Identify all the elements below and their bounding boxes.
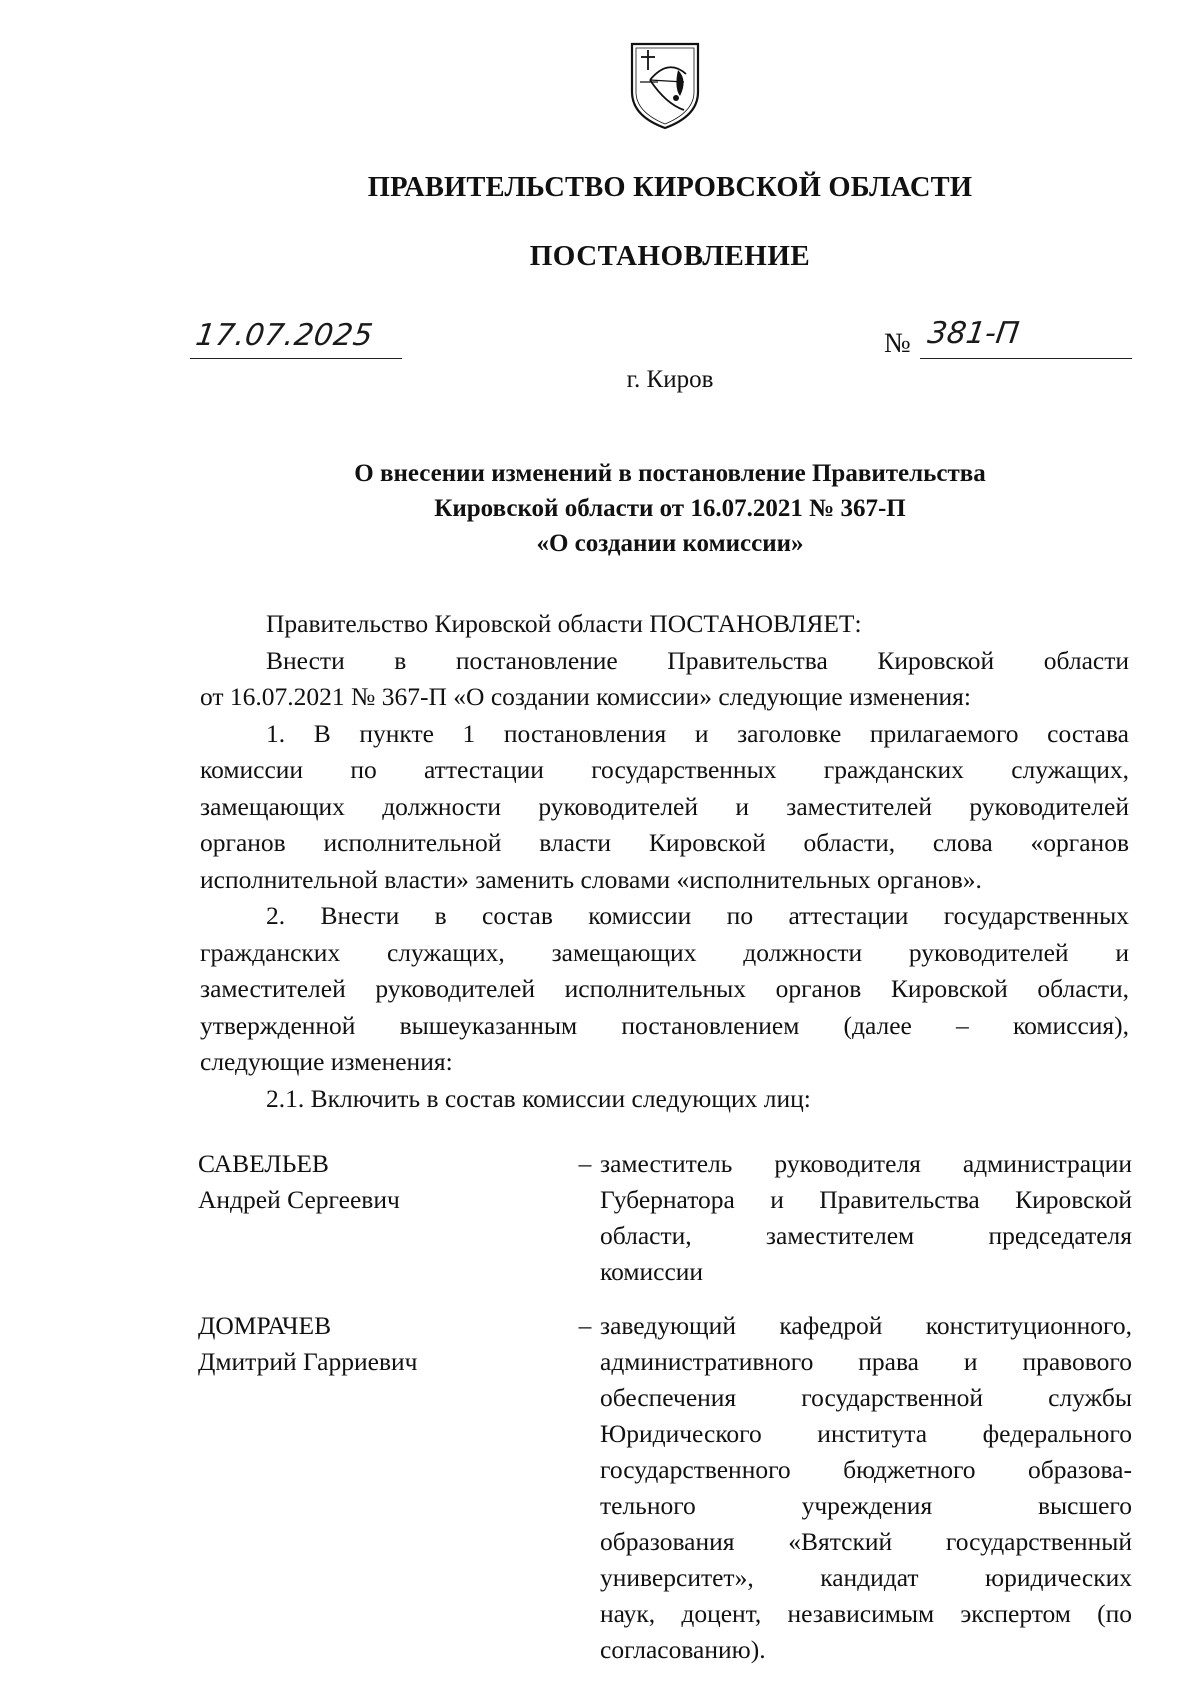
position-line: согласованию). bbox=[600, 1635, 766, 1664]
body-line: Правительство Кировской области ПОСТАНОВЛЯЕТ: bbox=[266, 609, 862, 638]
body-line: гражданских служащих, замещающих должности руководителей и bbox=[200, 937, 1129, 967]
document-date: 17.07.2025 bbox=[193, 318, 376, 353]
member-given-names: Дмитрий Гарриевич bbox=[198, 1347, 418, 1376]
body-line: Внести в постановление Правительства Кировской области bbox=[266, 645, 1129, 675]
body-line: 2. Внести в состав комиссии по аттестации государственных bbox=[266, 901, 1129, 930]
body-line: следующие изменения: bbox=[200, 1047, 453, 1076]
position-line: области, заместителем председателя bbox=[600, 1221, 1132, 1250]
position-line: Юридического института федерального bbox=[600, 1419, 1132, 1448]
member-name bbox=[198, 1146, 528, 1218]
subject-line: Кировской области от 16.07.2021 № 367-П bbox=[434, 495, 906, 522]
member-given-names: Андрей Сергеевич bbox=[198, 1185, 400, 1214]
position-line: наук, доцент, независимым экспертом (по bbox=[600, 1599, 1132, 1628]
member-dash: – bbox=[578, 1149, 592, 1178]
body-line: органов исполнительной власти Кировской области, слова «органов bbox=[200, 828, 1129, 857]
body-line: исполнительной власти» заменить словами «исполнительных органов». bbox=[200, 864, 982, 894]
body-line: комиссии по аттестации государственных гражданских служащих, bbox=[200, 755, 1129, 784]
document-type: ПОСТАНОВЛЕНИЕ bbox=[529, 240, 811, 272]
member-surname: САВЕЛЬЕВ bbox=[198, 1149, 329, 1178]
position-line: заведующий кафедрой конституционного, bbox=[600, 1311, 1132, 1340]
body-line: заместителей руководителей исполнительных органов Кировской области, bbox=[200, 974, 1129, 1003]
position-line: заместитель руководителя администрации bbox=[600, 1149, 1132, 1178]
number-sign: № bbox=[884, 328, 911, 359]
body-line: 1. В пункте 1 постановления и заголовке прилагаемого состава bbox=[266, 718, 1129, 748]
position-line: комиссии bbox=[600, 1257, 704, 1286]
subject-line: О внесении изменений в постановление Правительства bbox=[354, 460, 986, 487]
document-body bbox=[200, 606, 1129, 1117]
member-position bbox=[600, 1146, 1132, 1290]
body-line: замещающих должности руководителей и заместителей руководителей bbox=[200, 791, 1129, 821]
position-line: университет», кандидат юридических bbox=[600, 1563, 1132, 1592]
position-line: образования «Вятский государственный bbox=[600, 1527, 1132, 1556]
position-line: обеспечения государственной службы bbox=[600, 1383, 1132, 1412]
position-line: тельного учреждения высшего bbox=[600, 1491, 1132, 1520]
body-line: утвержденной вышеуказанным постановлением (далее – комиссия), bbox=[200, 1010, 1129, 1040]
body-line: от 16.07.2021 № 367-П «О создании комиссии» следующие изменения: bbox=[200, 682, 971, 711]
member-dash: – bbox=[578, 1311, 592, 1340]
member-surname: ДОМРАЧЕВ bbox=[198, 1311, 332, 1340]
position-line: Губернатора и Правительства Кировской bbox=[600, 1185, 1132, 1214]
member-position bbox=[600, 1308, 1132, 1668]
position-line: административного права и правового bbox=[600, 1347, 1132, 1376]
subject-line: «О создании комиссии» bbox=[536, 530, 804, 557]
position-line: государственного бюджетного образова- bbox=[600, 1455, 1132, 1484]
kirov-coat-of-arms-icon bbox=[628, 40, 702, 132]
city: г. Киров bbox=[626, 366, 714, 393]
document-number: 381-П bbox=[925, 316, 1022, 351]
date-underline bbox=[190, 358, 402, 359]
member-name bbox=[198, 1308, 528, 1380]
number-underline bbox=[920, 358, 1132, 359]
document-subject bbox=[0, 456, 1200, 561]
government-title: ПРАВИТЕЛЬСТВО КИРОВСКОЙ ОБЛАСТИ bbox=[367, 172, 973, 203]
body-line: 2.1. Включить в состав комиссии следующих лиц: bbox=[266, 1083, 811, 1113]
